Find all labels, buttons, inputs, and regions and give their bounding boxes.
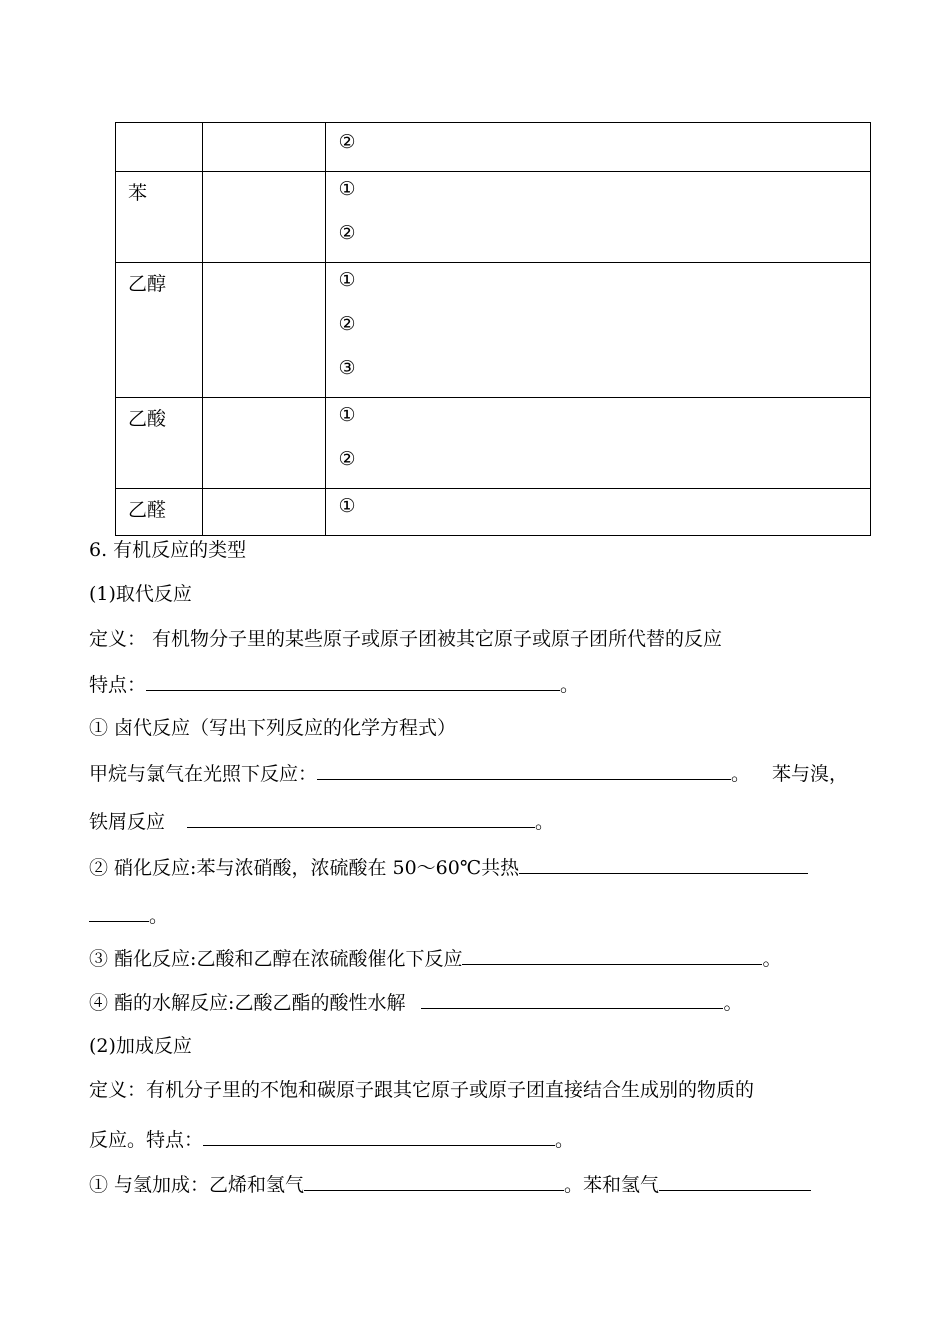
definition-text: 定义：有机分子里的不饱和碳原子跟其它原子或原子团直接结合生成别的物质的: [89, 1079, 755, 1101]
hydrolysis-line: ④ 酯的水解反应:乙酸乙酯的酸性水解 。: [89, 992, 743, 1014]
item-marker: ②: [338, 313, 356, 335]
subsection-heading: (1)取代反应: [89, 583, 192, 605]
esterification-line: ③ 酯化反应:乙酸和乙醇在浓硫酸催化下反应 。: [89, 948, 782, 970]
property-cell[interactable]: [202, 172, 326, 263]
methane-line: 甲烷与氯气在光照下反应： 。 苯与溴，: [89, 763, 849, 785]
property-cell[interactable]: [202, 398, 326, 489]
item-marker: ①: [338, 404, 356, 426]
item-marker: ①: [338, 269, 356, 291]
table-row: [116, 172, 871, 263]
answer-blank[interactable]: [304, 1172, 564, 1191]
iron-line: 铁屑反应 。: [89, 811, 555, 833]
reaction-cell[interactable]: [326, 263, 871, 398]
answer-blank[interactable]: [146, 672, 560, 691]
item-marker: ①: [338, 495, 356, 517]
item-marker: ③: [338, 357, 356, 379]
substance-cell: 乙酸: [116, 398, 203, 489]
hydrogen-addition-line: ① 与氢加成：乙烯和氢气 。苯和氢气: [89, 1172, 811, 1197]
reaction-cell[interactable]: [326, 172, 871, 263]
feature-line: 特点： 。: [89, 674, 580, 696]
answer-blank[interactable]: [187, 809, 535, 828]
item-marker: ①: [338, 178, 356, 200]
property-cell[interactable]: [202, 263, 326, 398]
definition-text: 定义： 有机物分子里的某些原子或原子团被其它原子或原子团所代替的反应: [89, 628, 723, 650]
answer-blank[interactable]: [421, 990, 723, 1009]
answer-blank[interactable]: [317, 761, 731, 780]
answer-blank[interactable]: [659, 1172, 811, 1191]
substance-cell: 乙醇: [116, 263, 203, 398]
table-row: [116, 489, 871, 536]
subsection-heading: (2)加成反应: [89, 1035, 192, 1057]
feature-line: 反应。特点： 。: [89, 1129, 575, 1151]
nitration-continuation: 。: [89, 903, 168, 928]
answer-blank[interactable]: [89, 903, 149, 922]
property-cell[interactable]: [202, 489, 326, 536]
property-cell[interactable]: [202, 123, 326, 172]
table-row: [116, 398, 871, 489]
item-marker: ②: [338, 448, 356, 470]
nitration-line: ② 硝化反应:苯与浓硝酸，浓硫酸在 50～60℃共热: [89, 855, 808, 880]
table-row: [116, 263, 871, 398]
answer-blank[interactable]: [462, 946, 762, 965]
reaction-table: [115, 122, 871, 536]
halogenation-heading: ① 卤代反应（写出下列反应的化学方程式）: [89, 717, 457, 739]
answer-blank[interactable]: [519, 855, 808, 874]
item-marker: ②: [338, 131, 356, 153]
reaction-cell[interactable]: [326, 489, 871, 536]
substance-cell: 乙醛: [116, 489, 203, 536]
item-marker: ②: [338, 222, 356, 244]
table-row: [116, 123, 871, 172]
substance-cell: 苯: [116, 172, 203, 263]
reaction-cell[interactable]: [326, 398, 871, 489]
reaction-cell[interactable]: [326, 123, 871, 172]
section-heading: 6. 有机反应的类型: [89, 539, 247, 561]
answer-blank[interactable]: [203, 1127, 555, 1146]
substance-cell: [116, 123, 203, 172]
